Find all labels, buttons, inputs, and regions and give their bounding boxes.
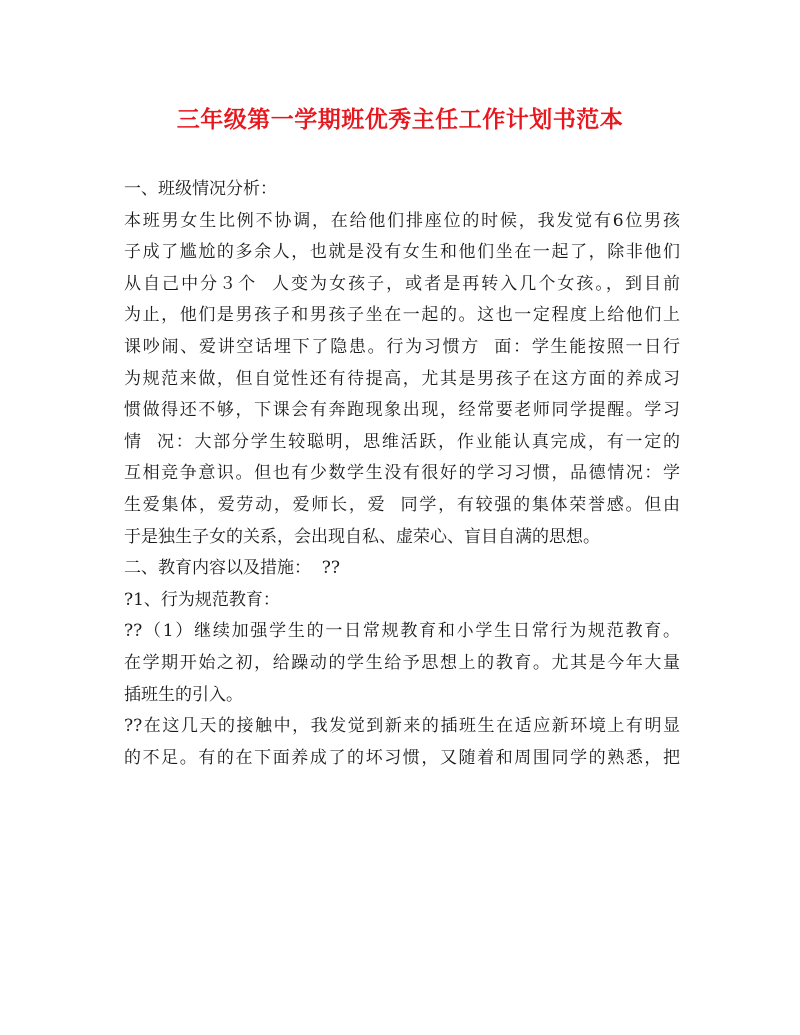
- paragraph-line: 在学期开始之初，给躁动的学生给予思想上的教育。尤其是今年大量: [124, 652, 680, 673]
- paragraph-line: 子成了尴尬的多余人，也就是没有女生和他们坐在一起了，除非他们: [124, 242, 680, 263]
- paragraph-line: 生爱集体，爱劳动，爱师长，爱 同学，有较强的集体荣誉感。但由: [124, 494, 680, 515]
- paragraph-line: 惯做得还不够，下课会有奔跑现象出现，经常要老师同学提醒。学习: [124, 400, 680, 421]
- section-heading: 一、班级情况分析：: [124, 179, 277, 199]
- paragraph-line: 的不足。有的在下面养成了的坏习惯，又随着和周围同学的熟悉，把: [124, 747, 680, 768]
- paragraph-line: 情 况：大部分学生较聪明，思维活跃，作业能认真完成，有一定的: [124, 431, 680, 452]
- paragraph-line: 互相竞争意识。但也有少数学生没有很好的学习习惯，品德情况：学: [124, 463, 680, 484]
- paragraph-line: 于是独生子女的关系，会出现自私、虚荣心、盲目自满的思想。: [124, 526, 600, 547]
- paragraph-line: 从自己中分３个 人变为女孩子，或者是再转入几个女孩。，到目前: [124, 273, 680, 294]
- paragraph-line: 本班男女生比例不协调，在给他们排座位的时候，我发觉有6位男孩: [124, 210, 680, 231]
- document-body: [124, 174, 680, 774]
- paragraph-line: 为规范来做，但自觉性还有待提高，尤其是男孩子在这方面的养成习: [124, 368, 680, 389]
- paragraph-line: 插班生的引入。: [124, 684, 243, 705]
- paragraph-line: 为止，他们是男孩子和男孩子坐在一起的。这也一定程度上给他们上: [124, 305, 680, 326]
- paragraph-line: 课吵闹、爱讲空话埋下了隐患。行为习惯方 面：学生能按照一日行: [124, 336, 680, 357]
- paragraph-line: ??（1）继续加强学生的一日常规教育和小学生日常行为规范教育。: [124, 621, 680, 642]
- document-title: 三年级第一学期班优秀主任工作计划书范本: [176, 106, 624, 133]
- subsection-heading: ?1、行为规范教育：: [124, 589, 280, 610]
- paragraph-line: ??在这几天的接触中，我发觉到新来的插班生在适应新环境上有明显: [124, 716, 680, 737]
- section-heading: 二、教育内容以及措施： ??: [124, 558, 341, 579]
